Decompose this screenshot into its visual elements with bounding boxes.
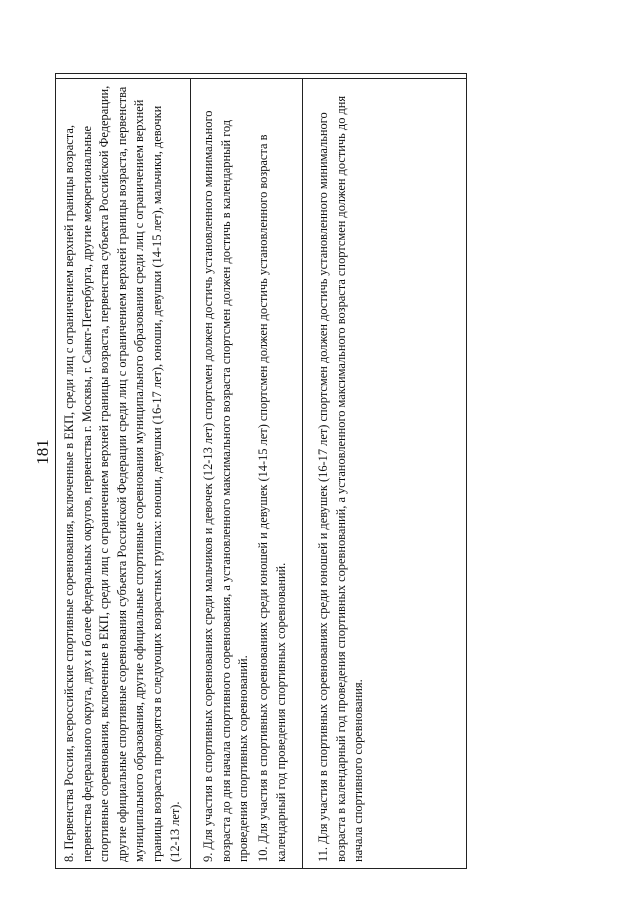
rules-table [55,73,467,869]
paragraph-rule-11: 11. Для участия в спортивных соревнованиях среди юношей и девушек (16-17 лет) спортсмен должен достичь установленного минимального возраста в календарный год проведения спортивных соревнований, а установленного максимального возраста спортсмен должен достичь до дня начала спортивного соревнования. [316,95,366,862]
paragraph-rule-8: 8. Первенства России, всероссийские спортивные соревнования, включенные в ЕКП, среди лиц с ограничением верхней границы возраста, первенства федерального округа, двух и более федеральных округов, первенства г. Москвы, г. Санкт-Петербурга, другие межрегиональные спортивные соревнования, включенные в ЕКП, среди лиц с ограничением верхней границы возраста, первенства субъекта Российской Федерации, другие официальные спортивные соревнования субъекта Российской Федерации среди лиц с ограничением верхней границы возраста, первенства муниципального образования, другие официальные спортивные соревнования муниципального образования среди лиц с ограничением верхней границы возраста проводятся в следующих возрастных группах: юноши, девушки (16-17 лет), юноши, девушки (14-15 лет), мальчики, девочки (12-13 лет). [62,85,182,862]
table-row-rule-8 [56,79,191,868]
paragraph-rule-10: 10. Для участия в спортивных соревнованиях среди юношей и девушек (14-15 лет) спортсмен должен достичь установленного возраста в календарный год проведения спортивных соревнований. [255,134,288,862]
narrow-column [56,74,466,78]
paragraph-rule-9: 9. Для участия в спортивных соревнованиях среди мальчиков и девочек (12-13 лет) спортсмен должен достичь установленного минимального возраста до дня начала спортивного соревнования, а установленного максимального возраста спортсмен должен достичь в календарный год проведения спортивных соревнований. [201,110,251,862]
table-row-rule-11 [303,79,372,868]
rules-column [56,78,466,868]
table-row-rules-9-10 [191,79,303,868]
page-number: 181 [33,439,52,465]
